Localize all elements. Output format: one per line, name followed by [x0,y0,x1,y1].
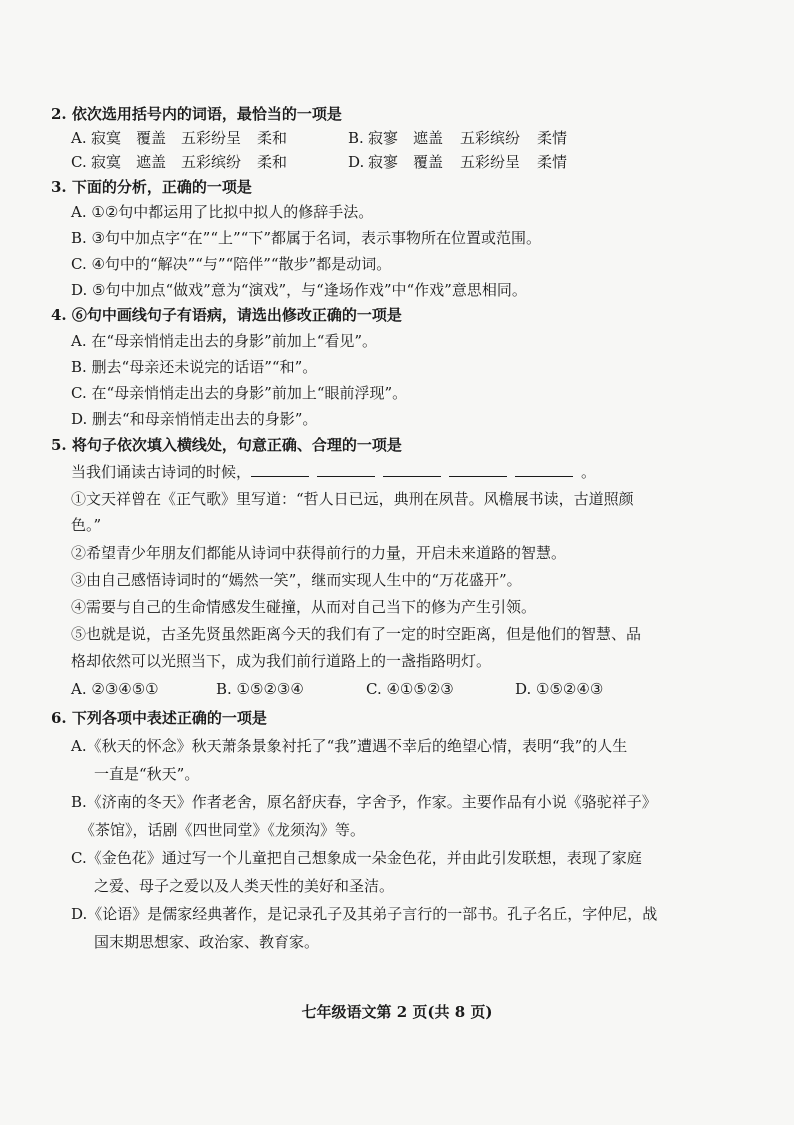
option-letter: A. [71,129,87,147]
q5-sentence: ②希望青少年朋友们都能从诗词中获得前行的力量，开启未来道路的智慧。 [71,544,567,562]
q4-option-c: C. 在“母亲悄悄走出去的身影”前加上“眼前浮现”。 [71,384,408,402]
answer-blank[interactable] [317,462,375,477]
option-word: 寂寥 [368,129,399,147]
option-word: 遮盖 [413,129,444,147]
q5-sentence: ⑤也就是说，古圣先贤虽然距离今天的我们有了一定的时空距离，但是他们的智慧、品 [71,625,642,643]
q6-option-d-cont: 国末期思想家、政治家、教育家。 [94,933,320,951]
q5-sentence: 格却依然可以光照当下，成为我们前行道路上的一盏指路明灯。 [71,652,492,670]
option-word: 柔和 [257,153,288,171]
q6-option-c-cont: 之爱、母子之爱以及人类天性的美好和圣洁。 [94,877,395,895]
q5-option-a: A. ②③④⑤① [71,680,159,698]
q6-option-a-cont: 一直是“秋天”。 [94,765,200,783]
option-word: 寂寞 [91,153,122,171]
q3-option-d: D. ⑤句中加点“做戏”意为“演戏”，与“逢场作戏”中“作戏”意思相同。 [71,281,527,299]
q3-option-a: A. ①②句中都运用了比拟中拟人的修辞手法。 [71,203,374,221]
option-word: 柔情 [537,129,568,147]
answer-blank[interactable] [383,462,441,477]
answer-blank[interactable] [449,462,507,477]
q5-option-d: D. ①⑤②④③ [515,680,604,698]
q4-stem: 4. ⑥句中画线句子有语病，请选出修改正确的一项是 [51,306,402,324]
q6-stem: 6. 下列各项中表述正确的一项是 [51,709,267,727]
option-word: 寂寞 [91,129,122,147]
option-word: 寂寥 [368,153,399,171]
page-footer: 七年级语文第 2 页(共 8 页) [301,1003,493,1021]
option-word: 五彩纷呈 [181,129,242,147]
option-word: 柔和 [257,129,288,147]
q4-option-a: A. 在“母亲悄悄走出去的身影”前加上“看见”。 [71,332,378,350]
option-word: 遮盖 [136,153,167,171]
q2-stem: 2. 依次选用括号内的词语，最恰当的一项是 [51,105,342,123]
q5-sentence: 色。” [71,516,102,534]
q6-option-a: A.《秋天的怀念》秋天萧条景象衬托了“我”遭遇不幸后的绝望心情，表明“我”的人生 [71,737,628,755]
q5-sentence: ①文天祥曾在《正气歌》里写道：“哲人日已远，典刑在夙昔。风檐展书读，古道照颜 [71,490,634,508]
q5-option-c: C. ④①⑤②③ [366,680,454,698]
q5-fill-line [71,462,596,482]
option-word: 柔情 [537,153,568,171]
answer-blank[interactable] [515,462,573,477]
q5-sentence: ③由自己感悟诗词时的“嫣然一笑”，继而实现人生中的“万花盛开”。 [71,571,522,589]
q3-stem: 3. 下面的分析，正确的一项是 [51,178,252,196]
fill-suffix: 。 [581,463,597,481]
q5-option-b: B. ①⑤②③④ [216,680,304,698]
option-letter: B. [348,129,364,147]
option-word: 五彩纷呈 [460,153,521,171]
fill-prefix: 当我们诵读古诗词的时候， [71,463,252,481]
option-letter: D. [348,153,365,171]
q6-option-b: B.《济南的冬天》作者老舍，原名舒庆春，字舍予，作家。主要作品有小说《骆驼祥子》 [71,793,657,811]
q5-stem: 5. 将句子依次填入横线处，句意正确、合理的一项是 [51,436,402,454]
option-letter: C. [71,153,87,171]
option-word: 五彩缤纷 [181,153,242,171]
answer-blank[interactable] [251,462,309,477]
option-word: 覆盖 [413,153,444,171]
q3-option-b: B. ③句中加点字“在”“上”“下”都属于名词，表示事物所在位置或范围。 [71,229,542,247]
q6-option-b-cont: 《茶馆》，话剧《四世同堂》《龙须沟》等。 [80,821,366,839]
q4-option-b: B. 删去“母亲还未说完的话语”“和”。 [71,358,318,376]
q6-option-d: D.《论语》是儒家经典著作，是记录孔子及其弟子言行的一部书。孔子名丘，字仲尼，战 [71,905,658,923]
option-word: 五彩缤纷 [460,129,521,147]
q6-option-c: C.《金色花》通过写一个儿童把自己想象成一朵金色花，并由此引发联想，表现了家庭 [71,849,642,867]
q3-option-c: C. ④句中的“解决”“与”“陪伴”“散步”都是动词。 [71,255,392,273]
q4-option-d: D. 删去“和母亲悄悄走出去的身影”。 [71,410,318,428]
option-word: 覆盖 [136,129,167,147]
q5-sentence: ④需要与自己的生命情感发生碰撞，从而对自己当下的修为产生引领。 [71,598,537,616]
